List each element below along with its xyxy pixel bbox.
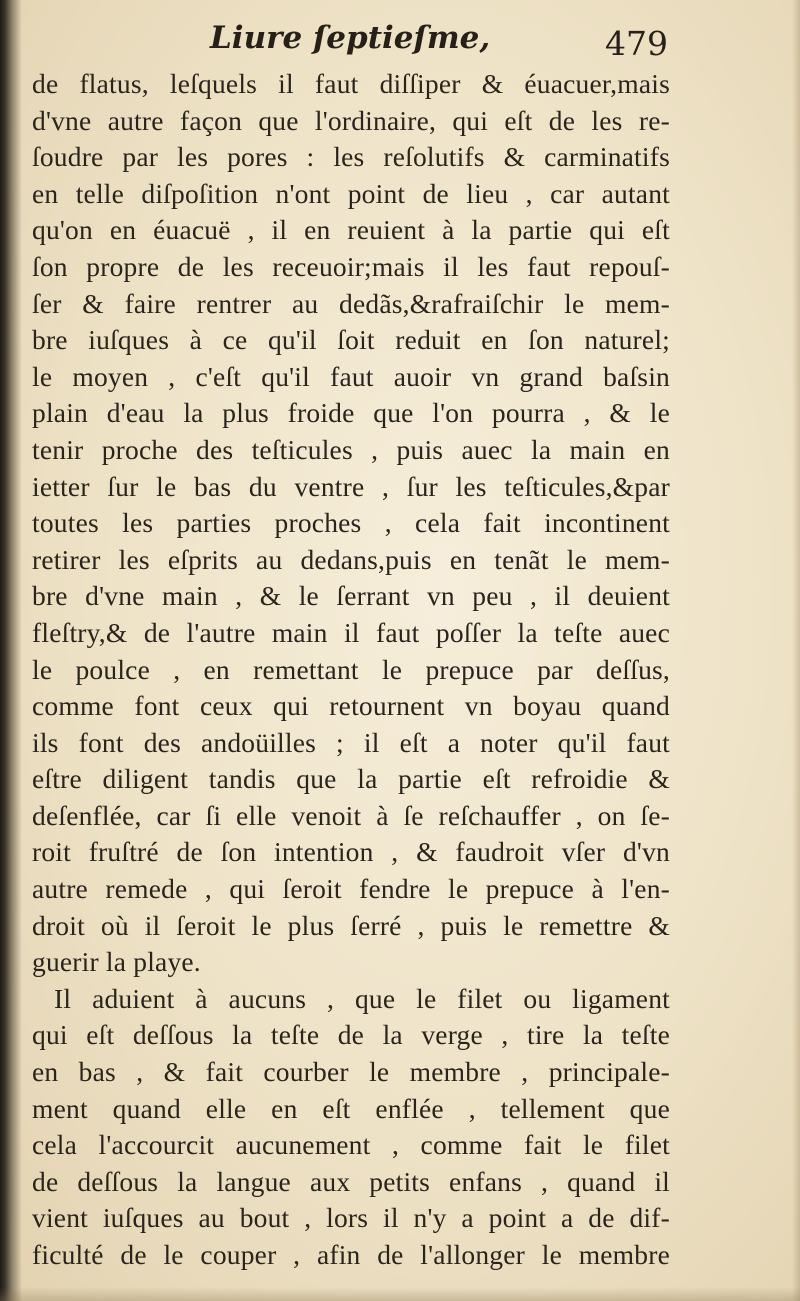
text-line: retirer les eſprits au dedans,puis en tenãt le mem-	[32, 543, 670, 575]
text-line: tenir proche des teſticules , puis auec la main en	[32, 433, 670, 465]
text-line: ment quand elle en eſt enflée , tellement que	[32, 1092, 670, 1124]
text-line: de flatus, leſquels il faut diſſiper & éuacuer,mais	[32, 68, 670, 99]
text-line: roit fruſtré de ſon intention , & faudroit vſer d'vn	[32, 836, 670, 868]
text-line: bre iuſques à ce qu'il ſoit reduit en ſon naturel;	[32, 324, 670, 356]
text-line: fleſtry,& de l'autre main il faut poſſer la teſte auec	[32, 616, 670, 648]
text-line: eſtre diligent tandis que la partie eſt refroidie &	[32, 763, 670, 795]
text-line: cela l'accourcit aucunement , comme fait le filet	[32, 1129, 670, 1161]
text-line: de deſſous la langue aux petits enfans , quand il	[32, 1165, 670, 1197]
text-line: le moyen , c'eſt qu'il faut auoir vn grand baſsin	[32, 360, 670, 392]
text-line: droit où il ſeroit le plus ſerré , puis le remettre &	[32, 909, 670, 941]
text-line: qu'on en éuacuë , il en reuient à la partie qui eſt	[32, 214, 670, 246]
text-line: plain d'eau la plus froide que l'on pourra , & le	[32, 397, 670, 429]
text-line: autre remede , qui ſeroit fendre le prepuce à l'en-	[32, 873, 670, 905]
text-line: bre d'vne main , & le ſerrant vn peu , il deuient	[32, 580, 670, 612]
text-line: ficulté de le couper , afin de l'allonger le membre	[32, 1239, 670, 1270]
text-line: ietter ſur le bas du ventre , ſur les teſticules,&par	[32, 470, 670, 502]
text-line: toutes les parties proches , cela fait incontinent	[32, 507, 670, 539]
text-line: vient iuſques au bout , lors il n'y a point a de dif-	[32, 1202, 670, 1234]
text-line: guerir la playe.	[32, 946, 201, 978]
body-text	[32, 66, 670, 1274]
running-title: Liure ſeptieſme,	[210, 20, 491, 56]
page-header	[200, 14, 680, 74]
text-line: ſer & faire rentrer au dedãs,&rafraiſchir le mem-	[32, 287, 670, 319]
text-line: ils font des andoüilles ; il eſt a noter qu'il faut	[32, 726, 670, 758]
page-edge-bottom	[0, 1287, 800, 1301]
text-line: deſenflée, car ſi elle venoit à ſe reſchauffer , on ſe-	[32, 799, 670, 831]
text-line: comme font ceux qui retournent vn boyau quand	[32, 690, 670, 722]
page-number: 479	[605, 24, 668, 63]
page-edge-right	[792, 0, 800, 1301]
text-line: le poulce , en remettant le prepuce par deſſus,	[32, 653, 670, 685]
text-line: en bas , & fait courber le membre , principale-	[32, 1056, 670, 1088]
text-line: ſoudre par les pores : les reſolutifs & carminatifs	[32, 141, 670, 173]
text-line: en telle diſpoſition n'ont point de lieu , car autant	[32, 177, 670, 209]
text-line: qui eſt deſſous la teſte de la verge , tire la teſte	[32, 1019, 670, 1051]
text-line: ſon propre de les receuoir;mais il les faut repouſ-	[32, 250, 670, 282]
text-line: d'vne autre façon que l'ordinaire, qui eſt de les re-	[32, 104, 670, 136]
binding-shadow	[0, 0, 22, 1301]
text-line: Il aduient à aucuns , que le filet ou ligament	[54, 982, 670, 1014]
